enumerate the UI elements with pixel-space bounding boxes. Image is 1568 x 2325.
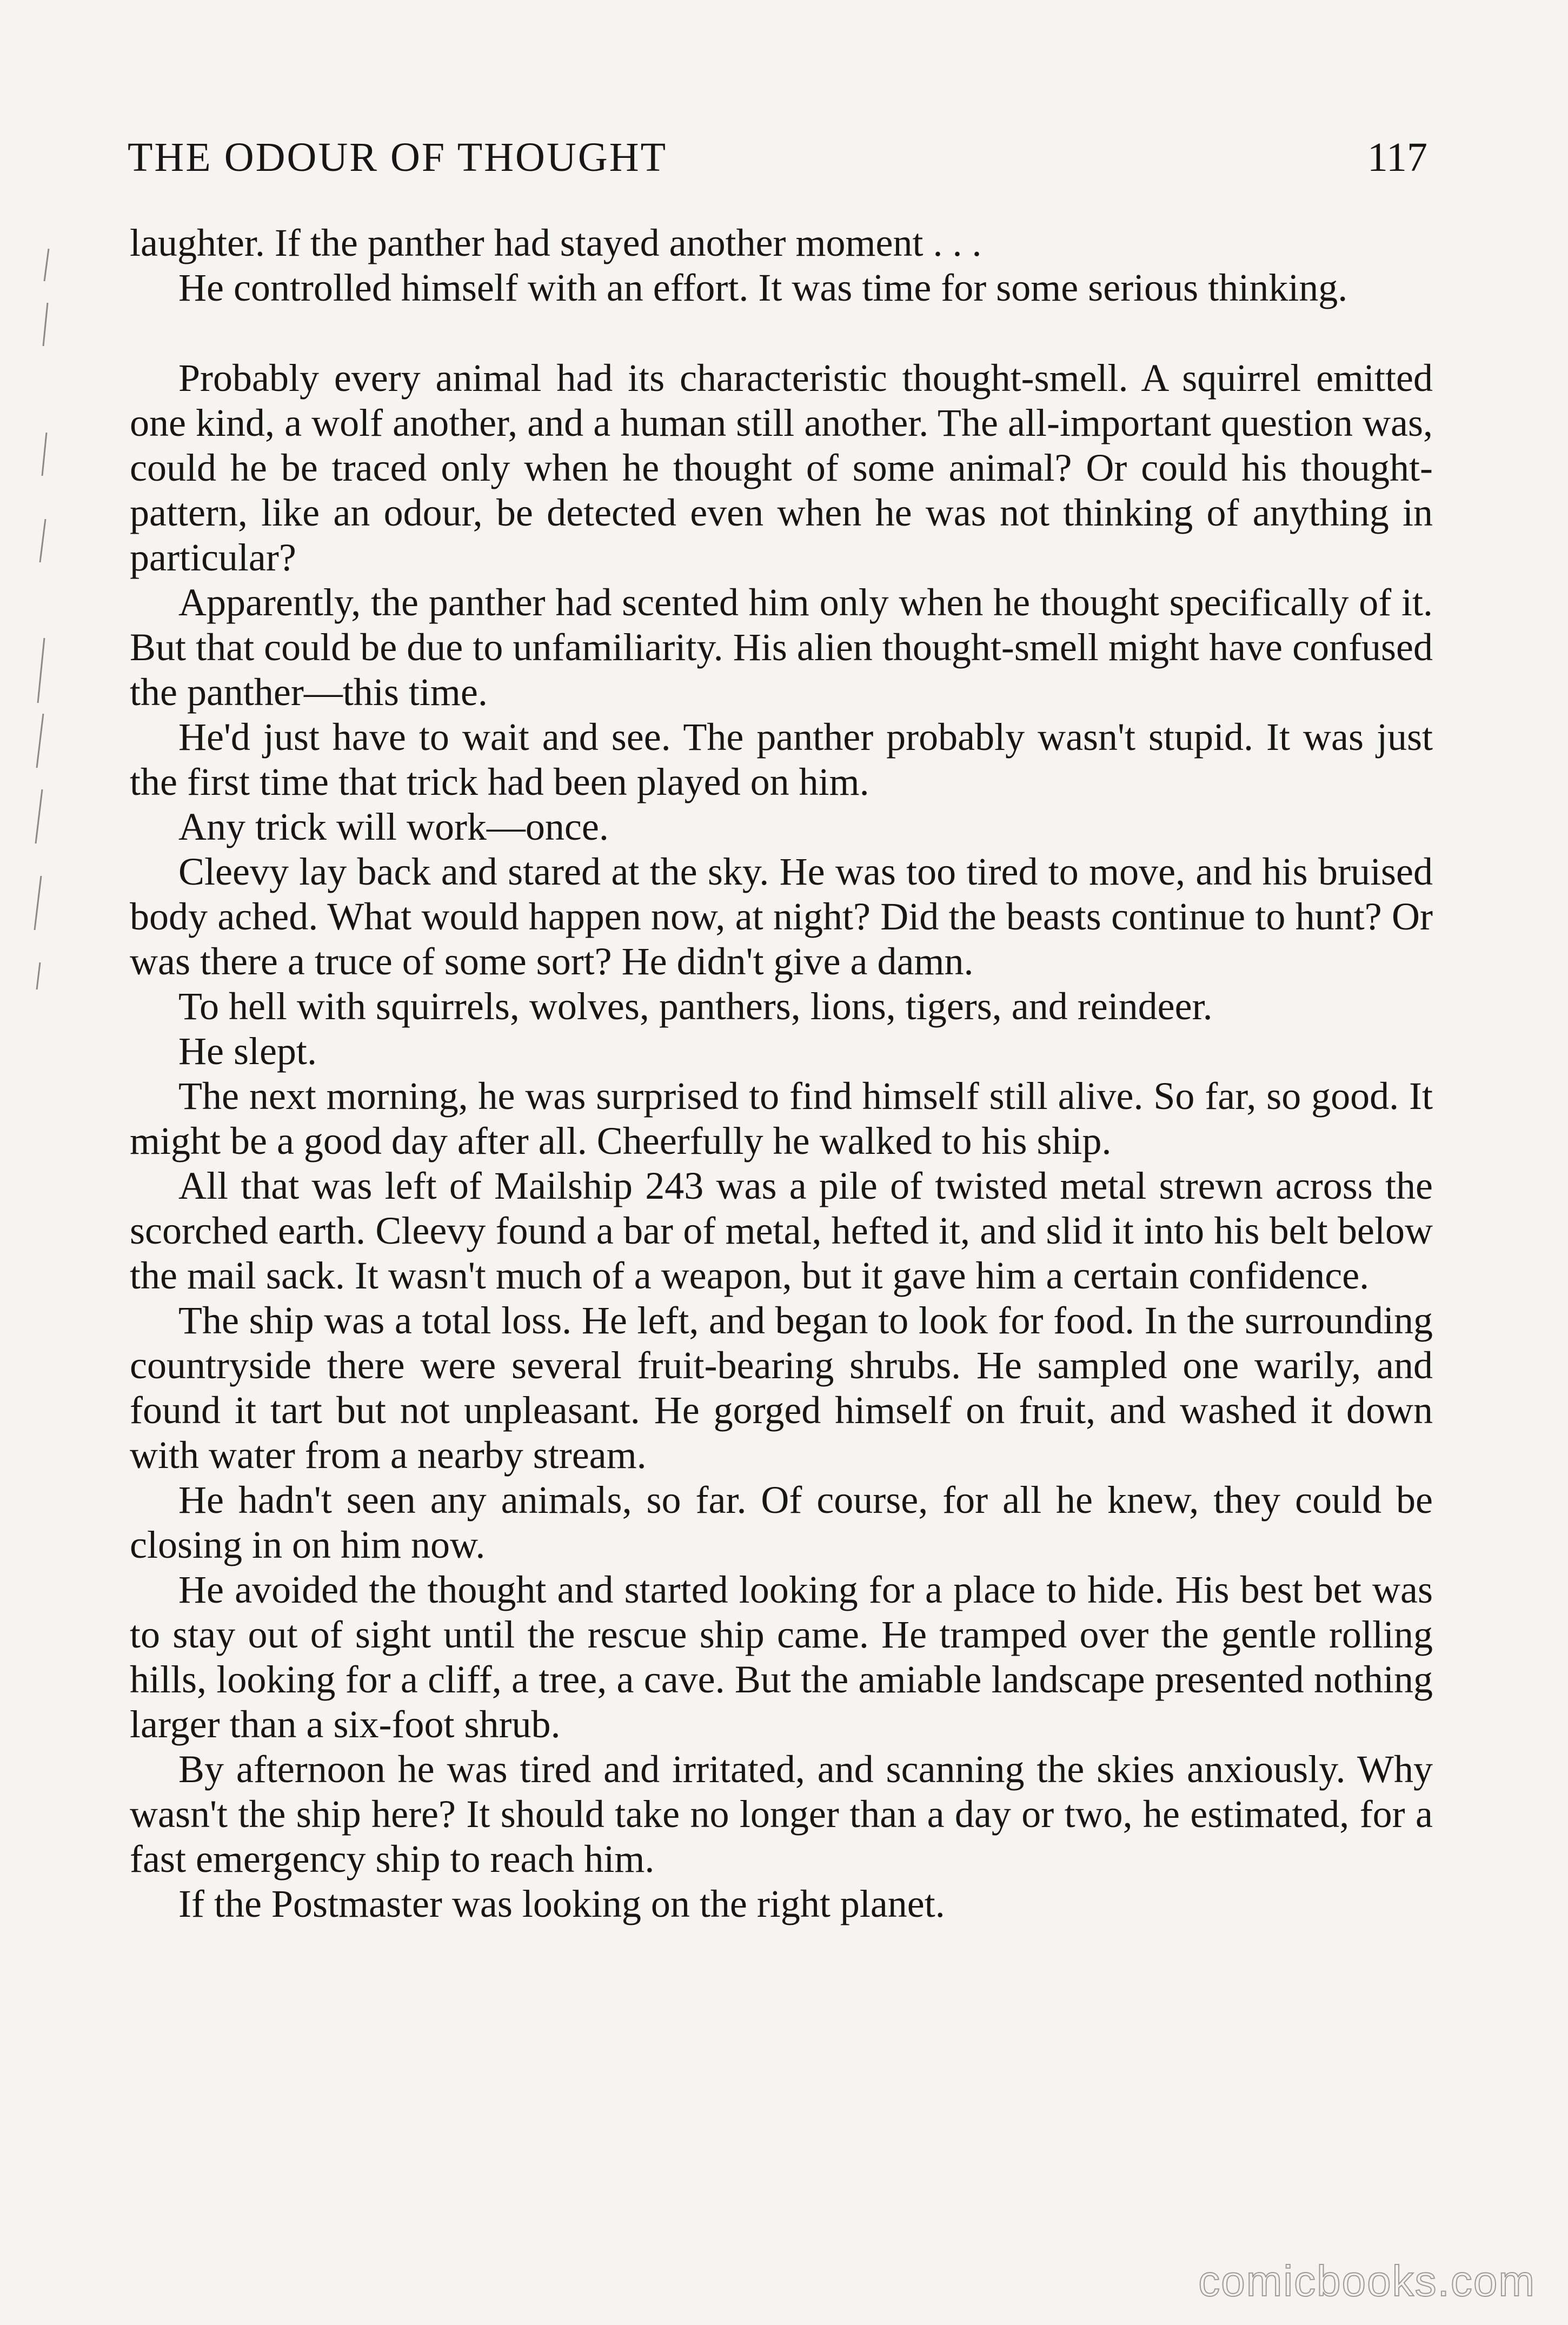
page-number: 117 [1367, 135, 1427, 180]
paragraph: The next morning, he was surprised to find himself still alive. So far, so good. It might be a good day after all. Cheerfully he walked to his ship. [130, 1074, 1433, 1162]
paragraph: Apparently, the panther had scented him only when he thought specifically of it. But that could be due to unfamiliarity. His alien thought-smell might have confused the panther—this time. [130, 581, 1433, 714]
paragraph: He slept. [178, 1029, 317, 1073]
paragraph: If the Postmaster was looking on the right planet. [178, 1882, 945, 1925]
paragraph: He'd just have to wait and see. The panther probably wasn't stupid. It was just the first time that trick had been played on him. [130, 715, 1433, 803]
paragraph: Any trick will work—once. [178, 805, 609, 848]
running-title: THE ODOUR OF THOUGHT [128, 135, 668, 180]
paragraph: Cleevy lay back and stared at the sky. He was too tired to move, and his bruised body ached. What would happen now, at night? Did the beasts continue to hunt? Or was there a truce of some sort? He didn't give a damn. [130, 850, 1433, 983]
paragraph: All that was left of Mailship 243 was a pile of twisted metal strewn across the scorched earth. Cleevy found a bar of metal, hefted it, and slid it into his belt below the mail sack. It wasn't much of a weapon, but it gave him a certain confidence. [130, 1164, 1433, 1297]
running-head [128, 134, 1427, 183]
paragraph: laughter. If the panther had stayed another moment . . . [130, 221, 982, 264]
paragraph: He avoided the thought and started looking for a place to hide. His best bet was to stay out of sight until the rescue ship came. He tramped over the gentle rolling hills, looking for a cliff, a tree, a cave. But the amiable landscape presented nothing larger than a six-foot shrub. [130, 1568, 1433, 1746]
paragraph: Probably every animal had its characteristic thought-smell. A squirrel emitted one kind, a wolf another, and a human still another. The all-important question was, could he be traced only when he thought of some animal? Or could his thought-pattern, like an odour, be detected even when he was not thinking of anything in particular? [130, 356, 1433, 579]
margin-pencil-marks [16, 0, 59, 1081]
body-text [130, 221, 1433, 1927]
paragraph: By afternoon he was tired and irritated, and scanning the skies anxiously. Why wasn't the ship here? It should take no longer than a day or two, he estimated, for a fast emergency ship to reach him. [130, 1748, 1433, 1881]
watermark: comicbooks.com [1198, 2257, 1536, 2305]
paragraph: To hell with squirrels, wolves, panthers, lions, tigers, and reindeer. [178, 985, 1213, 1028]
paragraph: The ship was a total loss. He left, and began to look for food. In the surrounding countryside there were several fruit-bearing shrubs. He sampled one warily, and found it tart but not unpleasant. He gorged himself on fruit, and washed it down with water from a nearby stream. [130, 1299, 1433, 1477]
paragraph: He controlled himself with an effort. It was time for some serious thinking. [178, 266, 1348, 309]
paragraph: He hadn't seen any animals, so far. Of course, for all he knew, they could be closing in on him now. [130, 1478, 1433, 1566]
